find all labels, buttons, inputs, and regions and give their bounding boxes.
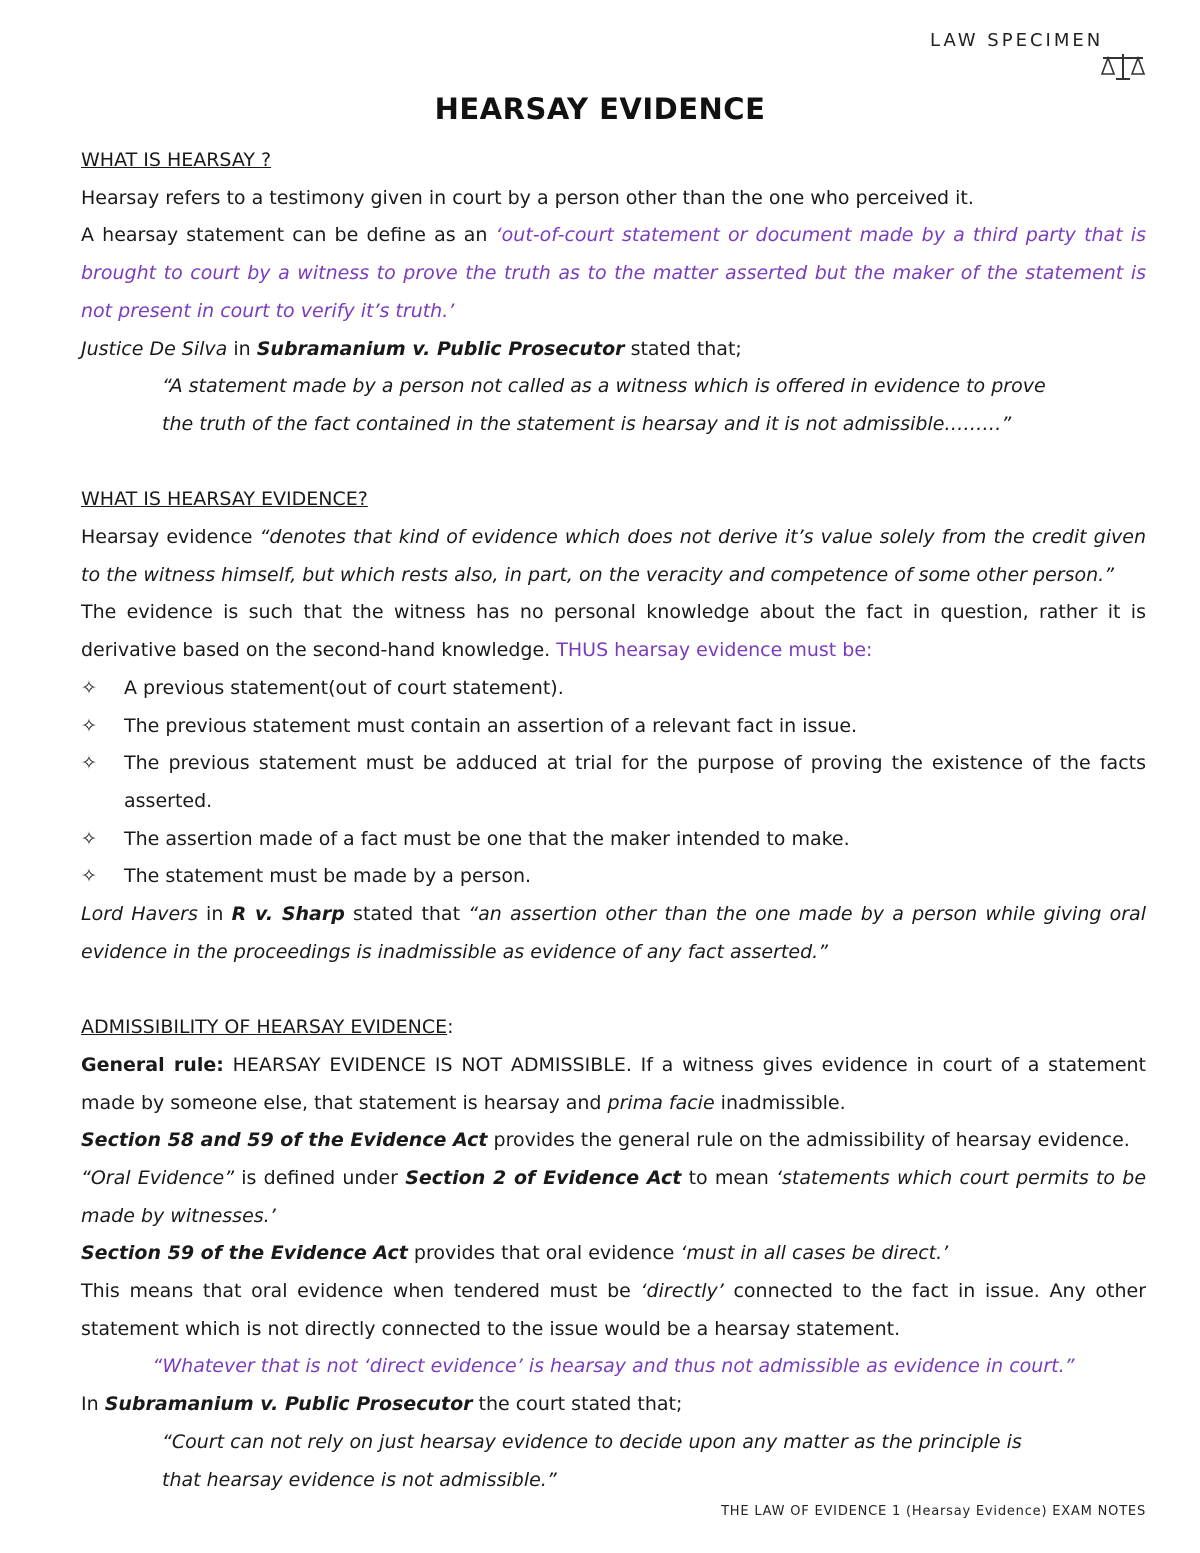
statute-reference: Section 58 and 59 of the Evidence Act [81,1129,488,1152]
paragraph: A hearsay statement can be define as an ‘out-of-court statement or document made by a third party that is brought to court by a witness to prove the truth as to the matter asserted but the maker of the statement is not present in court to verify it’s truth.’ [81,224,1146,322]
scales-of-justice-icon [1098,52,1148,82]
paragraph: The evidence is such that the witness has no personal knowledge about the fact in question, rather it is derivative based on the second-hand knowledge. THUS hearsay evidence must be: [81,601,1146,662]
brand-name: LAW SPECIMEN [930,30,1104,51]
paragraph: General rule: HEARSAY EVIDENCE IS NOT ADMISSIBLE. If a witness gives evidence in court of a statement made by someone else, that statement is hearsay and prima facie inadmissible. [81,1053,1147,1114]
list-item: ✧ The statement must be made by a person. [81,858,1146,896]
statute-reference: Section 59 of the Evidence Act [81,1242,408,1265]
case-name: Subramanium v. Public Prosecutor [104,1393,473,1416]
list-item: ✧ The previous statement must contain an assertion of a relevant fact in issue. [81,708,1146,746]
section-heading-what-is-hearsay: WHAT IS HEARSAY ? [81,149,272,171]
paragraph: This means that oral evidence when tendered must be ‘directly’ connected to the fact in issue. Any other statement which is not directly connected to the issue would be a hearsay statement. [81,1280,1147,1340]
highlighted-quote: “Whatever that is not ‘direct evidence’ is hearsay and thus not admissible as evidence in court.” [152,1355,1075,1378]
paragraph: Section 58 and 59 of the Evidence Act provides the general rule on the admissibility of hearsay evidence. [81,1129,1130,1152]
block-quote-line: “A statement made by a person not called as a witness which is offered in evidence to prove [162,375,1046,398]
block-quote-line: “Court can not rely on just hearsay evidence to decide upon any matter as the principle is [162,1430,1022,1453]
paragraph: Hearsay refers to a testimony given in court by a person other than the one who perceived it. [81,186,974,209]
paragraph: “Oral Evidence” is defined under Section 2 of Evidence Act to mean ‘statements which court permits to be made by witnesses.’ [81,1166,1147,1227]
paragraph: Section 59 of the Evidence Act provides that oral evidence ‘must in all cases be direct.’ [81,1242,949,1265]
section-heading-admissibility: ADMISSIBILITY OF HEARSAY EVIDENCE: [81,1016,454,1039]
document-body [81,142,1146,1499]
requirements-list [81,670,1146,896]
list-item: ✧ The previous statement must be adduced at trial for the purpose of proving the existence of the facts asserted. [81,745,1146,820]
statute-reference: Section 2 of Evidence Act [405,1166,682,1189]
case-name: R v. Sharp [231,903,345,926]
case-name: Subramanium v. Public Prosecutor [256,337,625,360]
diamond-bullet-icon: ✧ [81,752,97,775]
list-item: ✧ A previous statement(out of court statement). [81,670,1146,708]
page-title: HEARSAY EVIDENCE [434,92,766,126]
paragraph: In Subramanium v. Public Prosecutor the court stated that; [81,1393,683,1416]
diamond-bullet-icon: ✧ [81,827,97,850]
definition-quote: ‘out-of-court statement or document made by a third party that is brought to court by a witness to prove the truth as to the matter asserted but the maker of the statement is not present in court to verify it’s truth.’ [81,224,1146,322]
paragraph: Hearsay evidence “denotes that kind of evidence which does not derive it’s value solely from the credit given to the witness himself, but which rests also, in part, on the veracity and competence of some other person.” [81,526,1146,586]
section-heading-what-is-hearsay-evidence: WHAT IS HEARSAY EVIDENCE? [81,488,368,511]
paragraph: Lord Havers in R v. Sharp stated that “an assertion other than the one made by a person while giving oral evidence in the proceedings is inadmissible as evidence of any fact asserted.” [81,903,1146,963]
diamond-bullet-icon: ✧ [81,676,97,699]
block-quote-line: the truth of the fact contained in the statement is hearsay and it is not admissible………” [162,412,1012,435]
diamond-bullet-icon: ✧ [81,714,97,737]
block-quote-line: that hearsay evidence is not admissible.” [162,1468,557,1491]
diamond-bullet-icon: ✧ [81,865,97,888]
page-footer: THE LAW OF EVIDENCE 1 (Hearsay Evidence) EXAM NOTES [721,1504,1146,1519]
list-item: ✧ The assertion made of a fact must be one that the maker intended to make. [81,821,1146,859]
paragraph: Justice De Silva in Subramanium v. Public Prosecutor stated that; [81,337,742,360]
